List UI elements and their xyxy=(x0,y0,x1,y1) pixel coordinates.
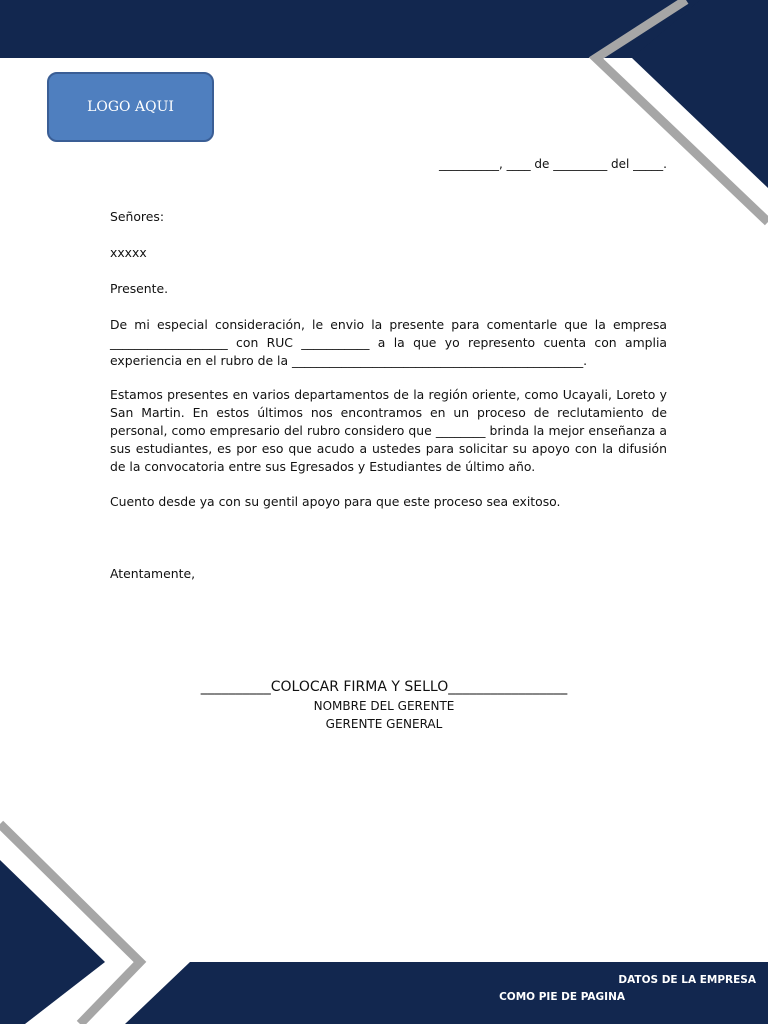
manager-name: NOMBRE DEL GERENTE xyxy=(313,699,455,713)
greeting: Señores: xyxy=(110,209,164,224)
presente: Presente. xyxy=(110,281,169,296)
footer-line-2: COMO PIE DE PAGINA xyxy=(499,991,625,1003)
manager-title: GERENTE GENERAL xyxy=(325,717,443,731)
date-line: __________, ____ de _________ del _____. xyxy=(438,157,667,171)
footer-line-1: DATOS DE LA EMPRESA xyxy=(618,974,756,986)
recipient: xxxxx xyxy=(110,245,147,260)
paragraph-1: De mi especial consideración, le envio la presente para comentarle que la empresa ___________________ con RUC ___________ a la que yo represento cuenta con amplia experiencia en el rubro de la _______________________________________________. xyxy=(110,317,667,368)
signature-line: __________COLOCAR FIRMA Y SELLO_________________ xyxy=(200,679,568,695)
logo-label: LOGO AQUI xyxy=(87,99,174,115)
bottom-navy-band xyxy=(125,962,768,1024)
bottom-left-navy-triangle xyxy=(0,860,105,1024)
paragraph-2: Estamos presentes en varios departamentos de la región oriente, como Ucayali, Loreto y San Martin. En estos últimos nos encontramos en un proceso de reclutamiento de personal, como empresario del rubro considero que ________ brinda la mejor enseñanza a sus estudiantes, es por eso que acudo a ustedes para solicitar su apoyo con la difusión de la convocatoria entre sus Egresados y Estudiantes de último año. xyxy=(110,387,667,474)
logo-placeholder xyxy=(47,72,214,142)
paragraph-3: Cuento desde ya con su gentil apoyo para que este proceso sea exitoso. xyxy=(110,494,561,509)
closing: Atentamente, xyxy=(110,566,196,581)
